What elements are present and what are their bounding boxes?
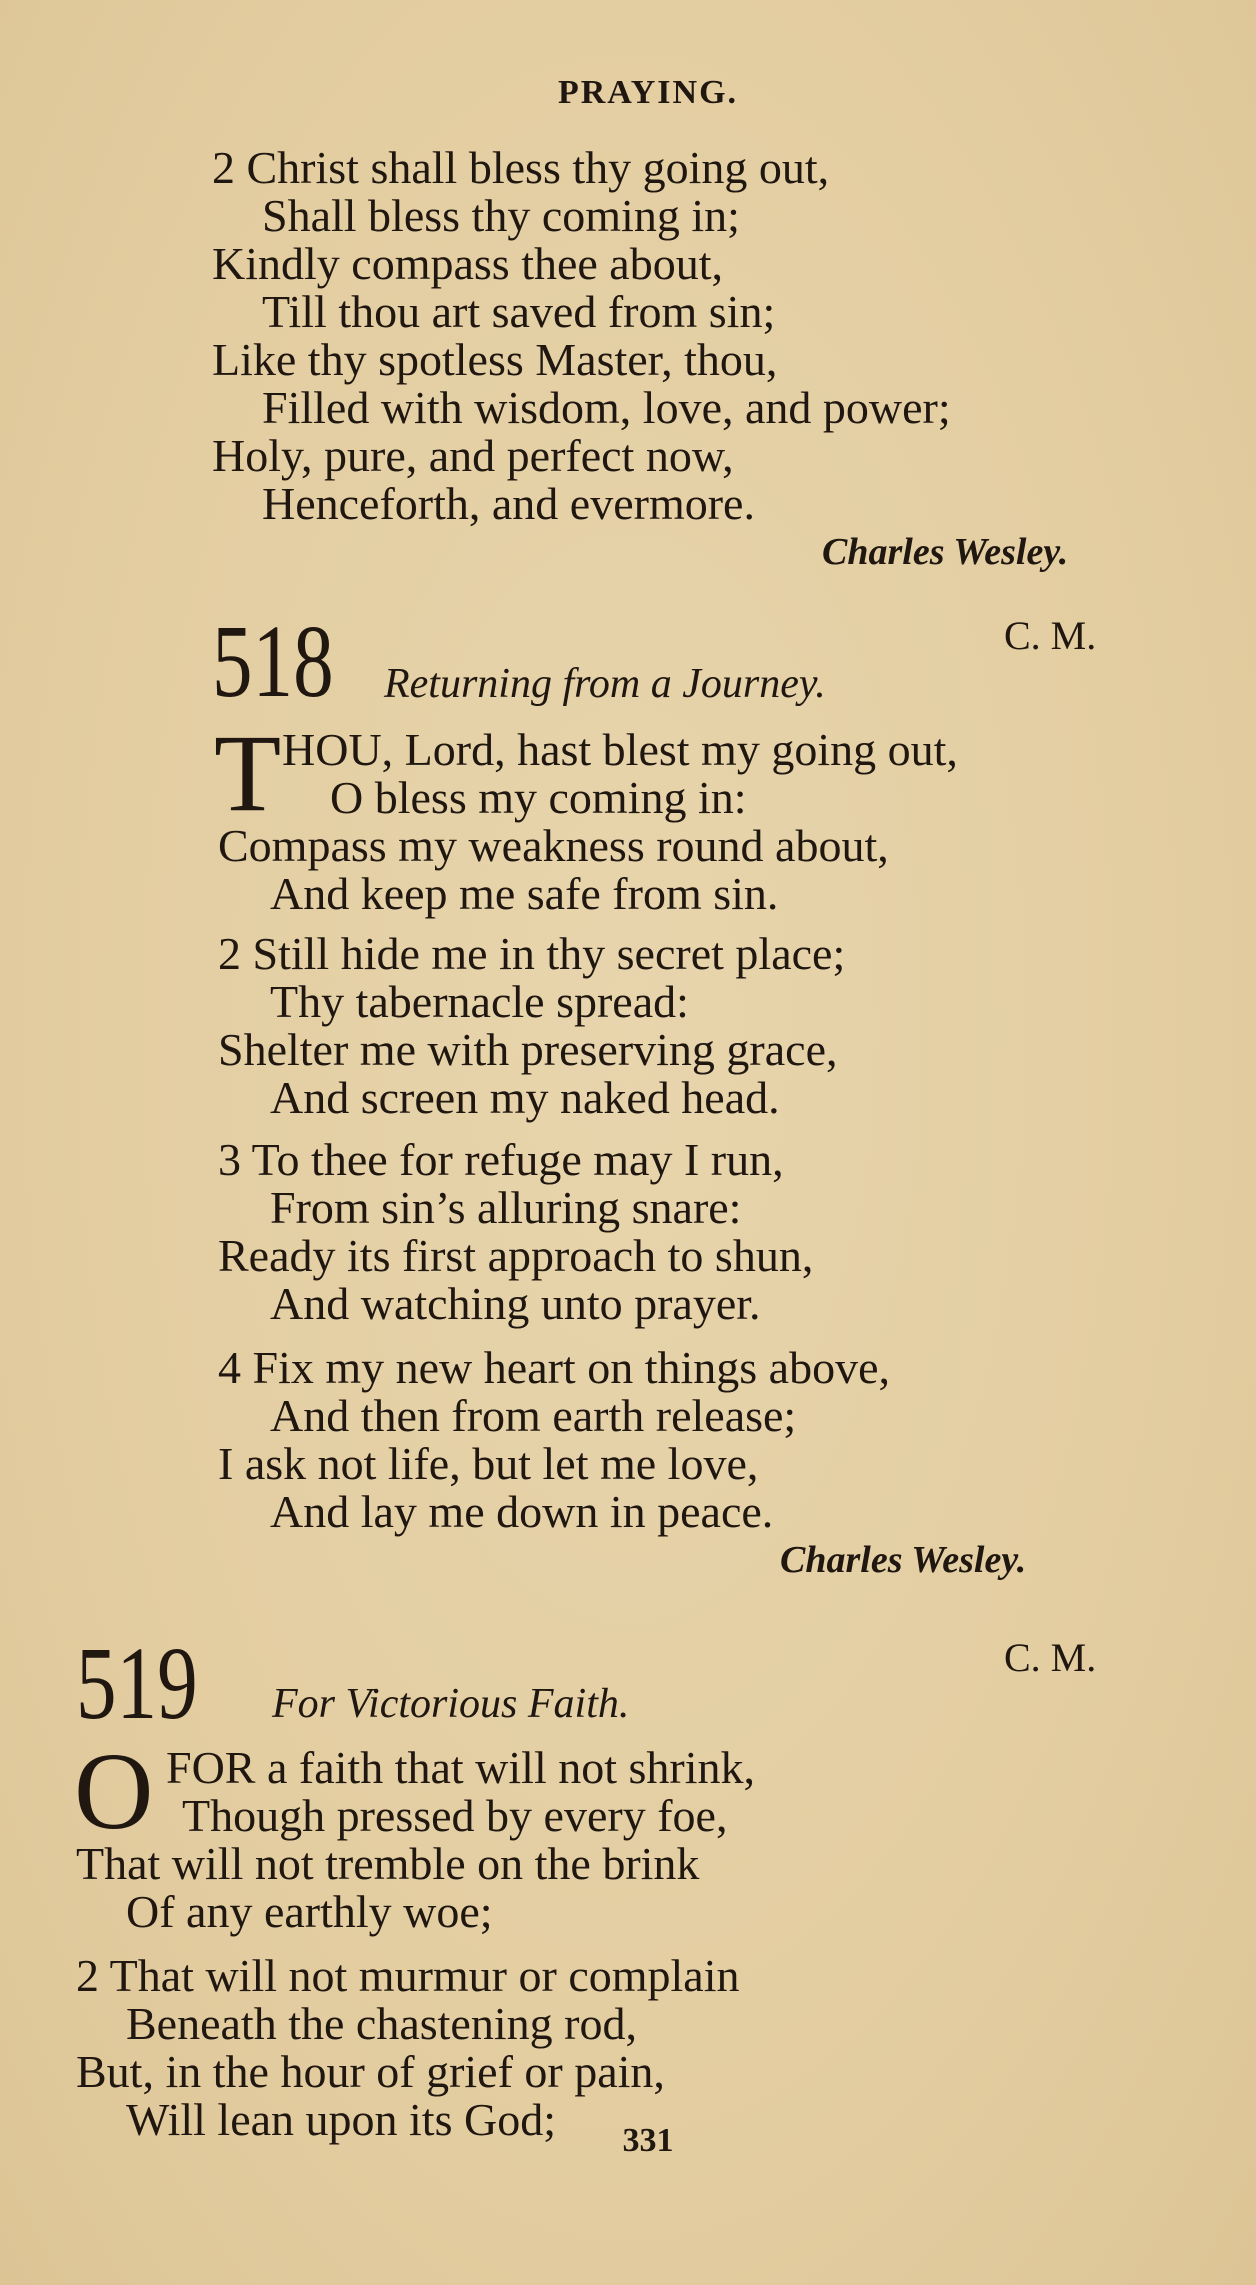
hymn-meter: C. M. [1004,613,1097,658]
verse-line: Like thy spotless Master, thou, [212,334,778,385]
verse-line: 3 To thee for refuge may I run, [218,1134,784,1185]
verse-line: Till thou art saved from sin; [262,286,776,337]
verse-line: 2 Christ shall bless thy going out, [212,142,830,193]
verse-line: Thy tabernacle spread: [270,976,689,1027]
verse-line: Shelter me with preserving grace, [218,1024,838,1075]
author-attribution: Charles Wesley. [780,1539,1027,1581]
verse-line: And lay me down in peace. [270,1486,774,1537]
drop-cap: O [74,1730,154,1852]
hymn-number: 519 [76,1626,198,1741]
hymn-title: Returning from a Journey. [384,661,826,707]
verse-line: Holy, pure, and perfect now, [212,430,734,481]
verse-line: 2 Still hide me in thy secret place; [218,928,846,979]
drop-cap: T [214,712,282,834]
verse-line: Compass my weakness round about, [218,820,889,871]
hymn-meter: C. M. [1004,1635,1097,1680]
verse-line: I ask not life, but let me love, [218,1438,759,1489]
verse-line: And keep me safe from sin. [270,868,779,919]
verse-line: And watching unto prayer. [270,1278,761,1329]
hymn-number: 518 [212,604,334,719]
verse-line: Ready its first approach to shun, [218,1230,814,1281]
verse-line: Of any earthly woe; [126,1886,493,1937]
verse-line: Henceforth, and evermore. [262,478,755,529]
verse-line: Beneath the chastening rod, [126,1998,637,2049]
verse-line: Shall bless thy coming in; [262,190,740,241]
verse-line: But, in the hour of grief or pain, [76,2046,665,2097]
verse-line: Filled with wisdom, love, and power; [262,382,951,433]
verse-line: Though pressed by every foe, [182,1790,728,1841]
hymn-title: For Victorious Faith. [272,1681,630,1727]
verse-line: And screen my naked head. [270,1072,780,1123]
page-header: PRAYING. [557,74,739,111]
page-number: 331 [622,2122,674,2159]
verse-line: Kindly compass thee about, [212,238,724,289]
verse-line: 2 That will not murmur or complain [76,1950,740,2001]
verse-line: FOR a faith that will not shrink, [166,1742,756,1793]
verse-line: That will not tremble on the brink [76,1838,700,1889]
verse-line: And then from earth release; [270,1390,797,1441]
author-attribution: Charles Wesley. [822,531,1069,573]
verse-line: O bless my coming in: [330,772,747,823]
verse-line: HOU, Lord, hast blest my going out, [282,724,958,775]
verse-line: Will lean upon its God; [126,2094,556,2145]
verse-line: 4 Fix my new heart on things above, [218,1342,891,1393]
verse-line: From sin’s alluring snare: [270,1182,742,1233]
